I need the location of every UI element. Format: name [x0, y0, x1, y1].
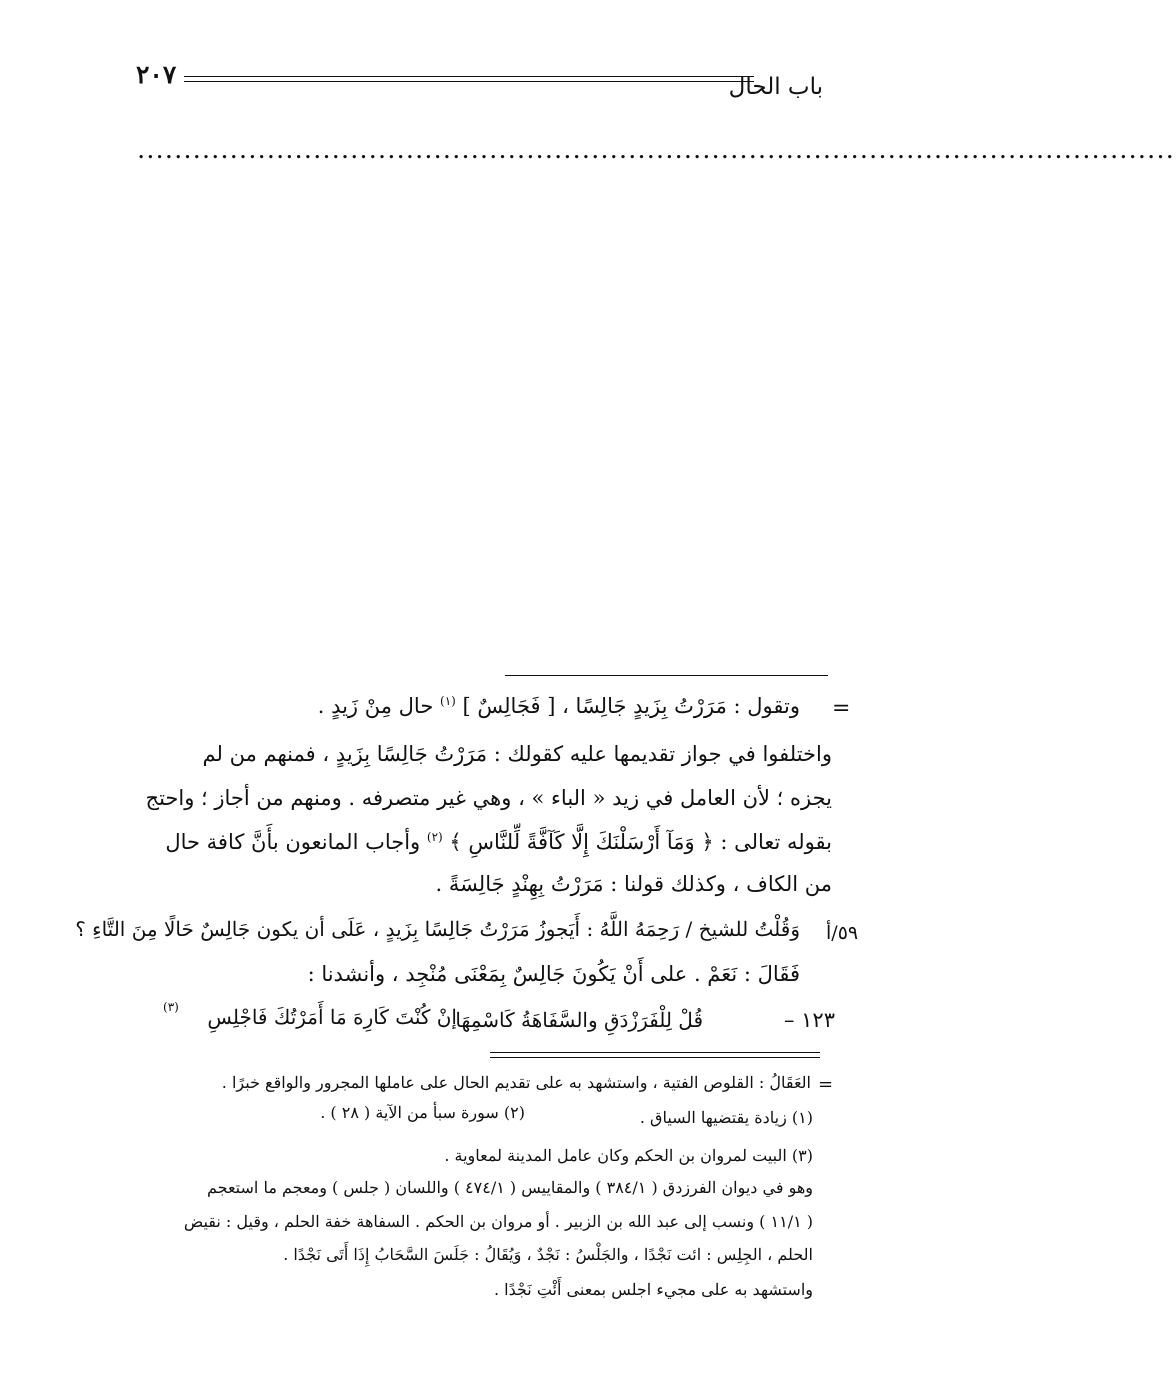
- body-line-1-part-b: حال مِنْ زَيدٍ .: [317, 694, 434, 718]
- chapter-title: باب الحال: [728, 74, 823, 100]
- footnote-continuation: العَقَالُ : القلوص الفتية ، واستشهد به على تقديم الحال على عاملها المجرور والواقع خبرًا .: [221, 1073, 811, 1092]
- body-line-4-part-b: وأجاب المانعون بأَنَّ كافة حال: [165, 830, 421, 854]
- body-line-3: يجزه ؛ لأن العامل في زيد « الباء » ، وهي غير متصرفه . ومنهم من أجاز ؛ واحتج: [145, 786, 832, 810]
- dotted-separator: ................................................................................................................: [138, 142, 1176, 163]
- verse-number: ١٢٣ –: [783, 1008, 835, 1032]
- footnote-3-line-3: ( ١١/١ ) ونسب إلى عبد الله بن الزبير . أو مروان بن الحكم . السفاهة خفة الحلم ، وقيل : نقيض: [183, 1212, 813, 1231]
- text-separator-rule: [505, 675, 828, 676]
- header-rule-top: [184, 76, 754, 77]
- footnote-separator-top: [490, 1052, 820, 1053]
- page-number: ٢٠٧: [136, 60, 177, 89]
- footnote-3-line-2: وهو في ديوان الفرزدق ( ٣٨٤/١ ) والمقاييس ( ٤٧٤/١ ) واللسان ( جلس ) ومعجم ما استعجم: [206, 1178, 813, 1197]
- body-line-6: وَقُلْتُ للشيخ / رَحِمَهُ اللَّهُ : أَيَجوزُ مَرَرْتُ جَالِسًا بِزَيدٍ ، عَلَى أن يكون جَالِسٌ حَالًا مِنَ التَّاءِ ؟: [75, 917, 800, 941]
- verse-second-hemistich: إنْ كُنْتَ كَارِهَ مَا أَمَرْتُكَ فَاجْلِسِ: [207, 1005, 457, 1029]
- body-line-4: [165, 830, 832, 855]
- body-line-5: من الكاف ، وكذلك قولنا : مَرَرْتُ بِهِنْدٍ جَالِسَةً .: [435, 872, 832, 896]
- body-line-1-part-a: وتقول : مَرَرْتُ بِزَيدٍ جَالِسًا ، [ فَجَالِسٌ ]: [462, 694, 800, 718]
- footnote-ref-2: (٢): [426, 830, 443, 844]
- footnote-3: (٣) البيت لمروان بن الحكم وكان عامل المدينة لمعاوية .: [444, 1146, 813, 1165]
- footnote-separator-bottom: [490, 1057, 820, 1058]
- body-line-7: فَقَالَ : نَعَمْ . على أَنْ يَكُونَ جَالِسٌ بِمَعْنَى مُنْجِد ، وأنشدنا :: [307, 962, 800, 986]
- footnote-ref-3: (٣): [163, 1000, 179, 1014]
- footnote-3-line-4: الحلم ، الجِلِس : ائت نَجْدًا ، والجَلْسُ : نَجْدٌ ، وَيُقَالُ : جَلَسَ السَّحَابُ إِذَا أَتَى نَجْدًا .: [283, 1245, 813, 1264]
- manuscript-folio-ref: ٥٩/أ: [826, 922, 859, 944]
- footnote-3-line-5: واستشهد به على مجيء اجلس بمعنى أَئْتِ نَجْدًا .: [493, 1280, 813, 1299]
- body-line-2: واختلفوا في جواز تقديمها عليه كقولك : مَرَرْتُ جَالِسًا بِزَيدٍ ، فمنهم من لم: [202, 742, 832, 766]
- header-rule-bottom: [184, 81, 754, 82]
- quran-quote: بقوله تعالى : ﴿ وَمَآ أَرْسَلْنَكَ إِلَّا كَآفَّةً لِّلنَّاسِ ﴾: [449, 830, 832, 854]
- footnote-2: (٢) سورة سبأ من الآية ( ٢٨ ) .: [320, 1103, 525, 1122]
- body-line-1: [318, 694, 800, 719]
- verse-first-hemistich: قُلْ لِلْفَرَزْدَقِ والسَّفَاهَةُ كَاسْمِهَا: [455, 1008, 703, 1032]
- footnote-1: (١) زيادة يقتضيها السياق .: [639, 1108, 813, 1127]
- footnote-ref-1: (١): [440, 694, 456, 708]
- footnote-continuation-marker: =: [818, 1074, 834, 1095]
- continuation-marker: =: [832, 696, 851, 721]
